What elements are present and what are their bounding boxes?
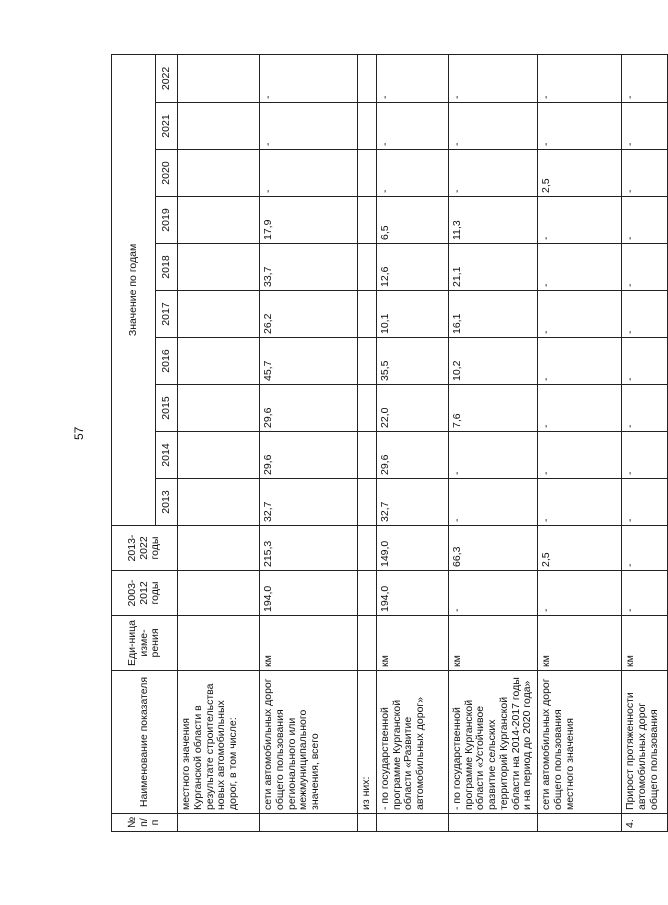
year-value-2020: - bbox=[376, 150, 448, 197]
year-value-2013: 32,7 bbox=[376, 479, 448, 526]
indicator-table bbox=[111, 54, 668, 832]
period-2-value: - bbox=[622, 526, 668, 571]
year-value-2021: - bbox=[448, 103, 537, 150]
year-value-2016: 45,7 bbox=[260, 338, 358, 385]
row-number: 4. bbox=[622, 814, 668, 832]
year-value-2018: - bbox=[538, 244, 622, 291]
year-value-2018 bbox=[178, 244, 260, 291]
unit-cell: км bbox=[538, 616, 622, 671]
period-2-value: 2,5 bbox=[538, 526, 622, 571]
indicator-name: сети автомобильных дорог общего пользования регионального или межмуниципального значения, всего bbox=[260, 671, 358, 814]
table-row bbox=[538, 54, 622, 831]
header-values-by-year: Значение по годам bbox=[112, 54, 156, 525]
year-value-2018 bbox=[358, 244, 377, 291]
year-value-2013: 32,7 bbox=[260, 479, 358, 526]
unit-cell bbox=[178, 616, 260, 671]
indicator-name: из них: bbox=[358, 671, 377, 814]
year-value-2016: - bbox=[622, 338, 668, 385]
row-number bbox=[538, 814, 622, 832]
year-value-2015: 22,0 bbox=[376, 385, 448, 432]
year-value-2022: - bbox=[622, 54, 668, 102]
header-name: Наименование показателя bbox=[112, 671, 178, 814]
year-value-2018: 33,7 bbox=[260, 244, 358, 291]
year-value-2020 bbox=[358, 150, 377, 197]
year-value-2019: 11,3 bbox=[448, 197, 537, 244]
year-value-2015: - bbox=[622, 385, 668, 432]
year-value-2017: - bbox=[538, 291, 622, 338]
year-value-2018: 21,1 bbox=[448, 244, 537, 291]
header-year-2015: 2015 bbox=[156, 385, 178, 432]
header-year-2014: 2014 bbox=[156, 432, 178, 479]
year-value-2019: - bbox=[622, 197, 668, 244]
year-value-2020: - bbox=[448, 150, 537, 197]
year-value-2022: - bbox=[448, 54, 537, 102]
table-body bbox=[178, 54, 668, 831]
year-value-2014: 29,6 bbox=[376, 432, 448, 479]
header-year-2017: 2017 bbox=[156, 291, 178, 338]
row-number bbox=[358, 814, 377, 832]
unit-cell bbox=[358, 616, 377, 671]
year-value-2019: 17,9 bbox=[260, 197, 358, 244]
row-number bbox=[260, 814, 358, 832]
year-value-2020 bbox=[178, 150, 260, 197]
year-value-2016 bbox=[358, 338, 377, 385]
header-year-2013: 2013 bbox=[156, 479, 178, 526]
header-unit: Еди-ница изме-рения bbox=[112, 616, 178, 671]
period-2-value bbox=[178, 526, 260, 571]
indicator-name: сети автомобильных дорог общего пользования местного значения bbox=[538, 671, 622, 814]
header-year-2019: 2019 bbox=[156, 197, 178, 244]
year-value-2017: 10,1 bbox=[376, 291, 448, 338]
year-value-2021: - bbox=[260, 103, 358, 150]
year-value-2016: 35,5 bbox=[376, 338, 448, 385]
header-year-2020: 2020 bbox=[156, 150, 178, 197]
year-value-2018: 12,6 bbox=[376, 244, 448, 291]
period-2-value: 149,0 bbox=[376, 526, 448, 571]
header-year-2016: 2016 bbox=[156, 338, 178, 385]
year-value-2015: - bbox=[538, 385, 622, 432]
period-1-value: - bbox=[538, 571, 622, 616]
year-value-2020: 2,5 bbox=[538, 150, 622, 197]
year-value-2020: - bbox=[622, 150, 668, 197]
year-value-2021 bbox=[178, 103, 260, 150]
unit-cell: км bbox=[260, 616, 358, 671]
rotated-table-container bbox=[111, 54, 660, 832]
header-period-1: 2003-2012 годы bbox=[112, 571, 178, 616]
year-value-2017: 26,2 bbox=[260, 291, 358, 338]
year-value-2019: - bbox=[538, 197, 622, 244]
year-value-2021: - bbox=[622, 103, 668, 150]
table-row bbox=[622, 54, 668, 831]
header-year-2022: 2022 bbox=[156, 54, 178, 102]
year-value-2015 bbox=[178, 385, 260, 432]
year-value-2017 bbox=[178, 291, 260, 338]
year-value-2015: 29,6 bbox=[260, 385, 358, 432]
unit-cell: км bbox=[448, 616, 537, 671]
table-row bbox=[178, 54, 260, 831]
year-value-2013: - bbox=[622, 479, 668, 526]
year-value-2019 bbox=[178, 197, 260, 244]
table-row bbox=[260, 54, 358, 831]
period-1-value: - bbox=[622, 571, 668, 616]
year-value-2015: 7,6 bbox=[448, 385, 537, 432]
year-value-2021 bbox=[358, 103, 377, 150]
period-2-value bbox=[358, 526, 377, 571]
year-value-2016: 10,2 bbox=[448, 338, 537, 385]
year-value-2014: 29,6 bbox=[260, 432, 358, 479]
year-value-2019 bbox=[358, 197, 377, 244]
table-header bbox=[112, 54, 178, 831]
row-number bbox=[376, 814, 448, 832]
header-year-2018: 2018 bbox=[156, 244, 178, 291]
year-value-2020: - bbox=[260, 150, 358, 197]
period-2-value: 215,3 bbox=[260, 526, 358, 571]
year-value-2013 bbox=[358, 479, 377, 526]
indicator-name: местного значения Курганской области в результате строительства новых автомобильных дорог, в том числе: bbox=[178, 671, 260, 814]
indicator-name: Прирост протяженности автомобильных дорог общего пользования bbox=[622, 671, 668, 814]
year-value-2014 bbox=[178, 432, 260, 479]
period-1-value: 194,0 bbox=[260, 571, 358, 616]
header-year-2021: 2021 bbox=[156, 103, 178, 150]
year-value-2022 bbox=[178, 54, 260, 102]
indicator-name: - по государственной программе Курганской области «Развитие автомобильных дорог» bbox=[376, 671, 448, 814]
period-1-value bbox=[358, 571, 377, 616]
row-number bbox=[448, 814, 537, 832]
year-value-2017: 16,1 bbox=[448, 291, 537, 338]
year-value-2014: - bbox=[448, 432, 537, 479]
page-number: 57 bbox=[72, 426, 86, 440]
year-value-2021: - bbox=[538, 103, 622, 150]
year-value-2014 bbox=[358, 432, 377, 479]
row-number bbox=[178, 814, 260, 832]
period-1-value: - bbox=[448, 571, 537, 616]
table-row bbox=[448, 54, 537, 831]
year-value-2013: - bbox=[538, 479, 622, 526]
period-1-value: 194,0 bbox=[376, 571, 448, 616]
header-period-2: 2013-2022 годы bbox=[112, 526, 178, 571]
year-value-2013: - bbox=[448, 479, 537, 526]
period-2-value: 66,3 bbox=[448, 526, 537, 571]
unit-cell: км bbox=[622, 616, 668, 671]
year-value-2013 bbox=[178, 479, 260, 526]
year-value-2022 bbox=[358, 54, 377, 102]
year-value-2021: - bbox=[376, 103, 448, 150]
year-value-2014: - bbox=[622, 432, 668, 479]
year-value-2022: - bbox=[376, 54, 448, 102]
year-value-2022: - bbox=[260, 54, 358, 102]
year-value-2014: - bbox=[538, 432, 622, 479]
year-value-2022: - bbox=[538, 54, 622, 102]
year-value-2016 bbox=[178, 338, 260, 385]
table-row bbox=[376, 54, 448, 831]
year-value-2018: - bbox=[622, 244, 668, 291]
year-value-2015 bbox=[358, 385, 377, 432]
year-value-2017: - bbox=[622, 291, 668, 338]
indicator-name: - по государственной программе Курганской области «Устойчивое развитие сельских территорий Курганской области на 2014-2017 годы и на период до 2020 года» bbox=[448, 671, 537, 814]
period-1-value bbox=[178, 571, 260, 616]
year-value-2016: - bbox=[538, 338, 622, 385]
unit-cell: км bbox=[376, 616, 448, 671]
year-value-2019: 6,5 bbox=[376, 197, 448, 244]
table-row bbox=[358, 54, 377, 831]
year-value-2017 bbox=[358, 291, 377, 338]
header-num: № п/п bbox=[112, 814, 178, 832]
